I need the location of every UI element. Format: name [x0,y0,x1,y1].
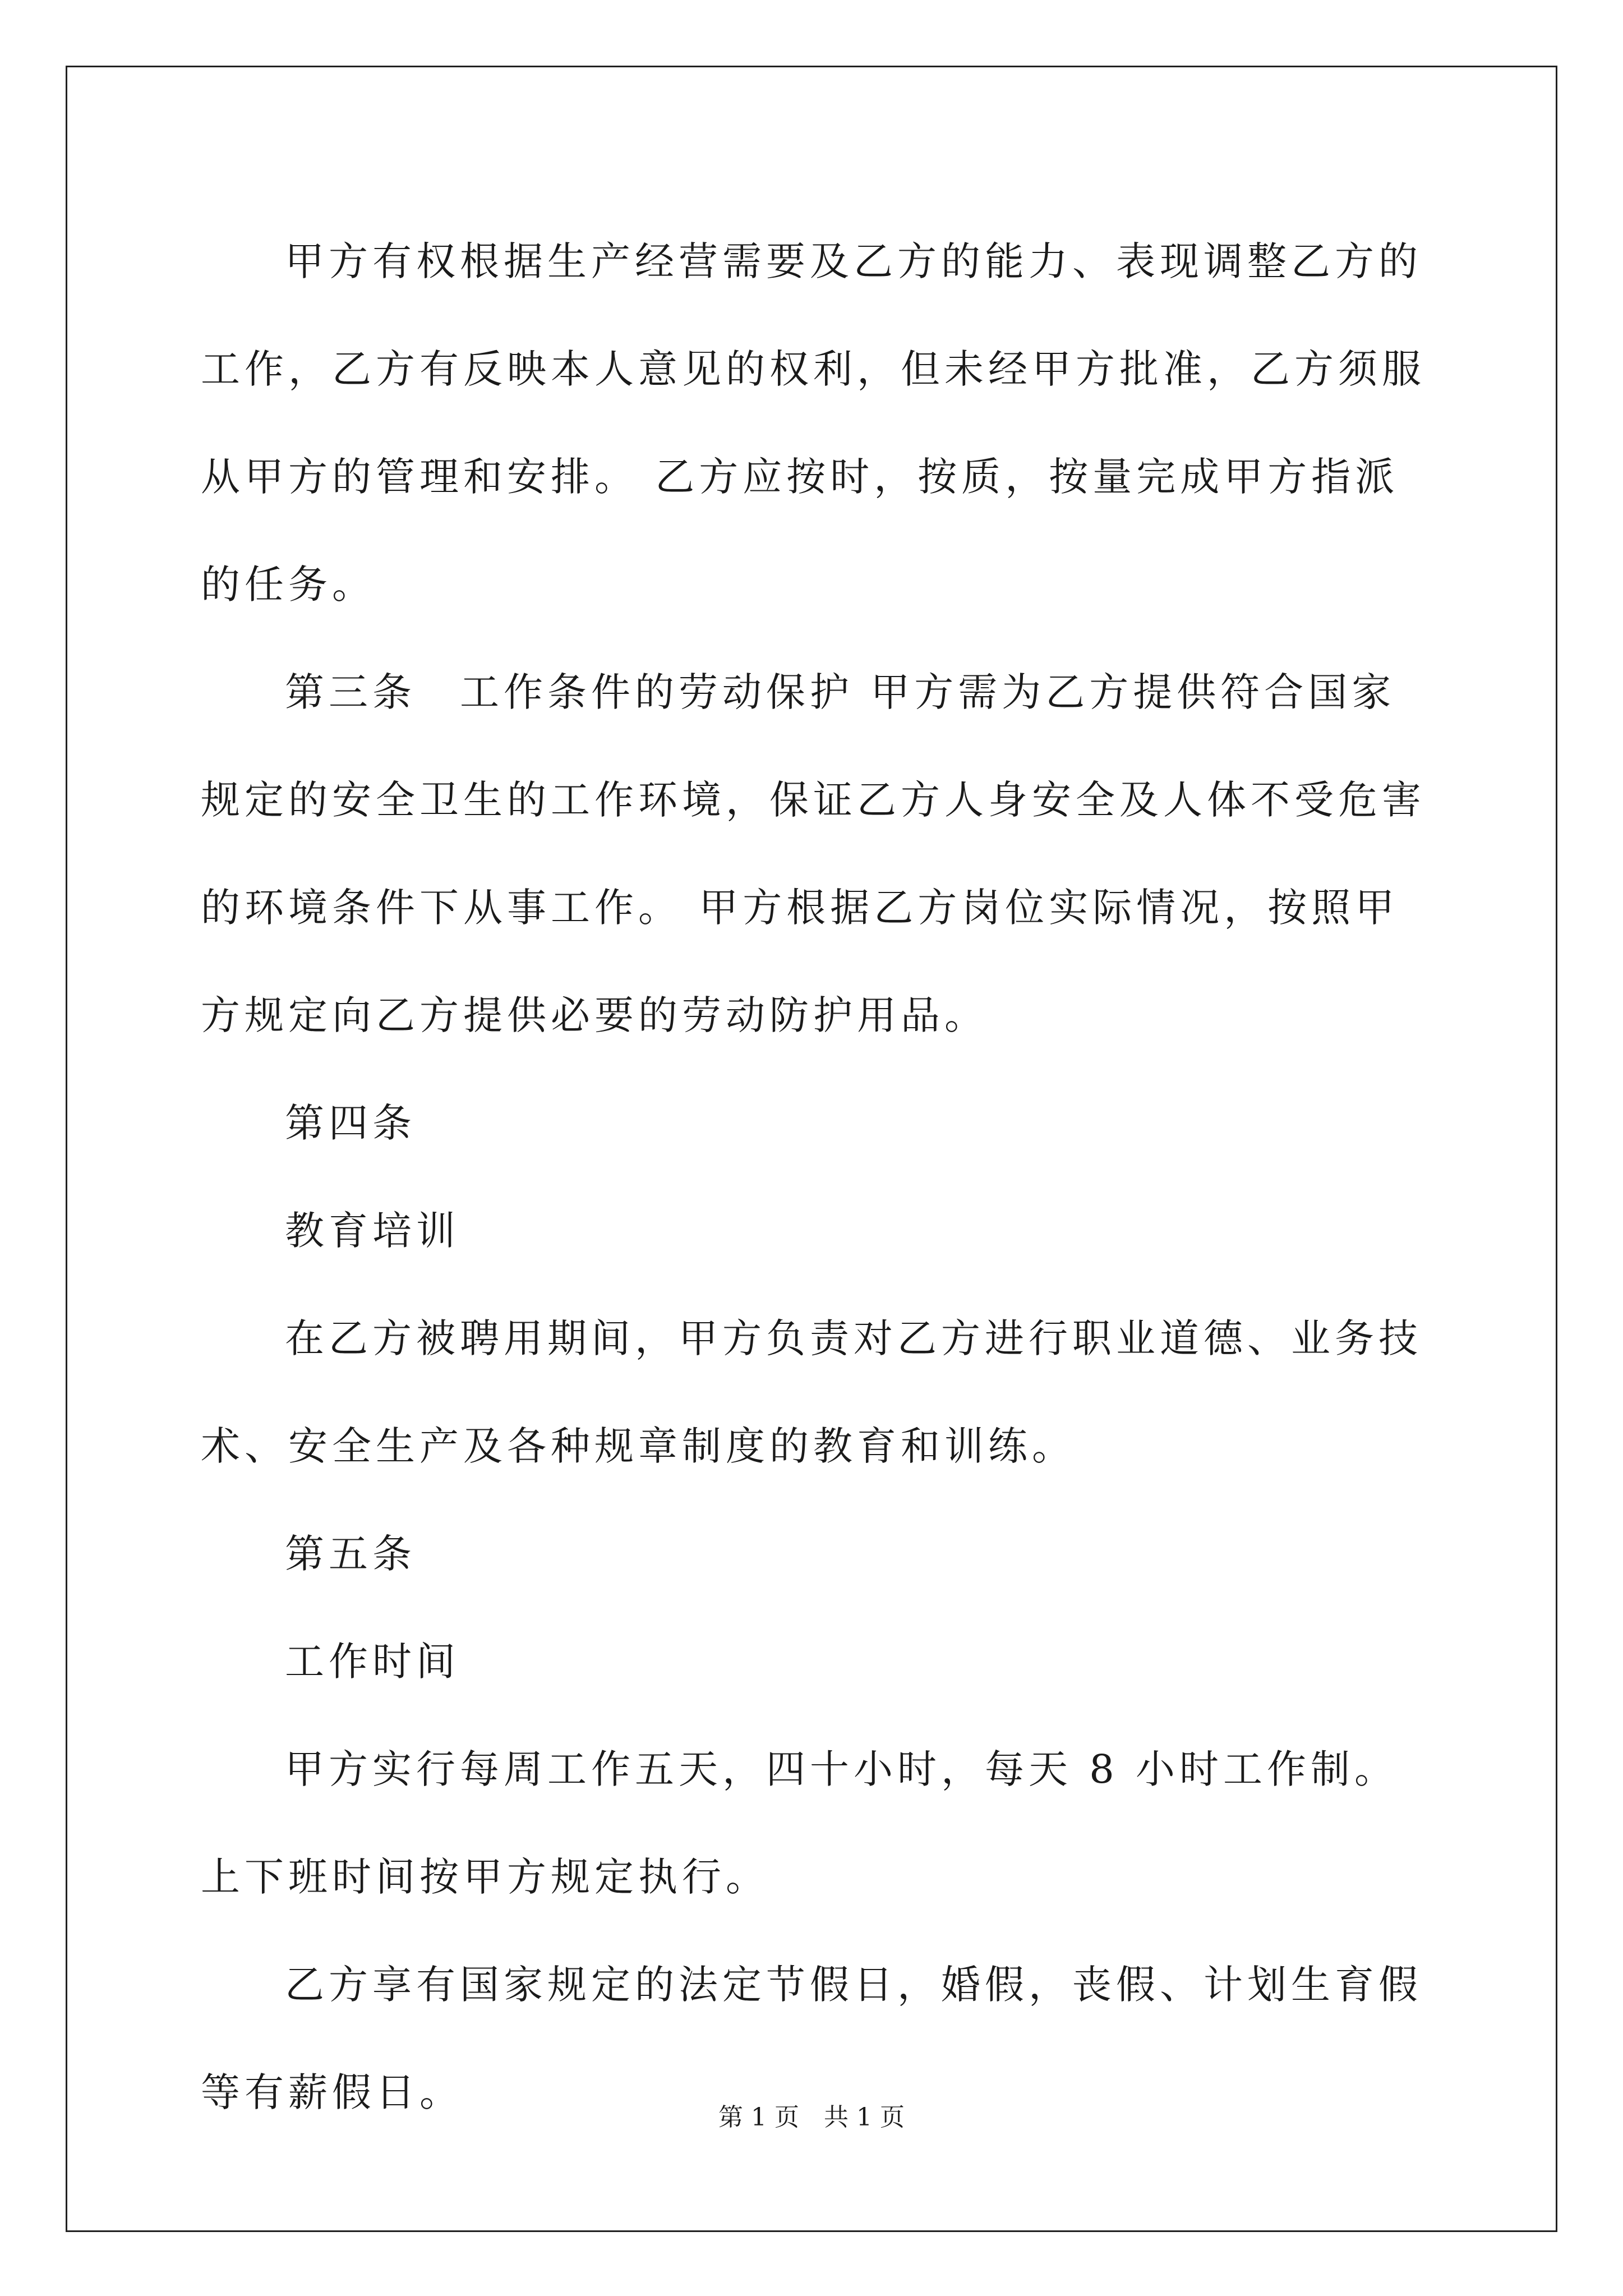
heading-education-training: 教育培训 [285,1208,460,1254]
paragraph-holidays: 乙方享有国家规定的法定节假日，婚假，丧假、计划生育假等有薪假日。 [201,1962,1422,2115]
heading-article-4: 第四条 [285,1100,416,1146]
heading-working-hours: 工作时间 [285,1639,460,1685]
heading-article-5: 第五条 [285,1531,416,1577]
paragraph-article-3: 第三条 工作条件的劳动保护 甲方需为乙方提供符合国家规定的安全卫生的工作环境，保证乙方人身安全及人体不受危害的环境条件下从事工作。 甲方根据乙方岗位实际情况，按照甲方规定向乙方提供必要的劳动防护用品。 [201,669,1426,1038]
paragraph-training: 在乙方被聘用期间，甲方负责对乙方进行职业道德、业务技术、安全生产及各种规章制度的教育和训练。 [201,1315,1422,1469]
paragraph-working-hours: 甲方实行每周工作五天，四十小时，每天 8 小时工作制。上下班时间按甲方规定执行。 [201,1746,1399,1900]
document-body [201,208,1429,2146]
page-number-footer: 第 1 页 共 1 页 [718,2103,905,2132]
paragraph-job-adjustment: 甲方有权根据生产经营需要及乙方的能力、表现调整乙方的工作，乙方有反映本人意见的权利，但未经甲方批准，乙方须服从甲方的管理和安排。 乙方应按时，按质，按量完成甲方指派的任务。 [201,238,1426,608]
